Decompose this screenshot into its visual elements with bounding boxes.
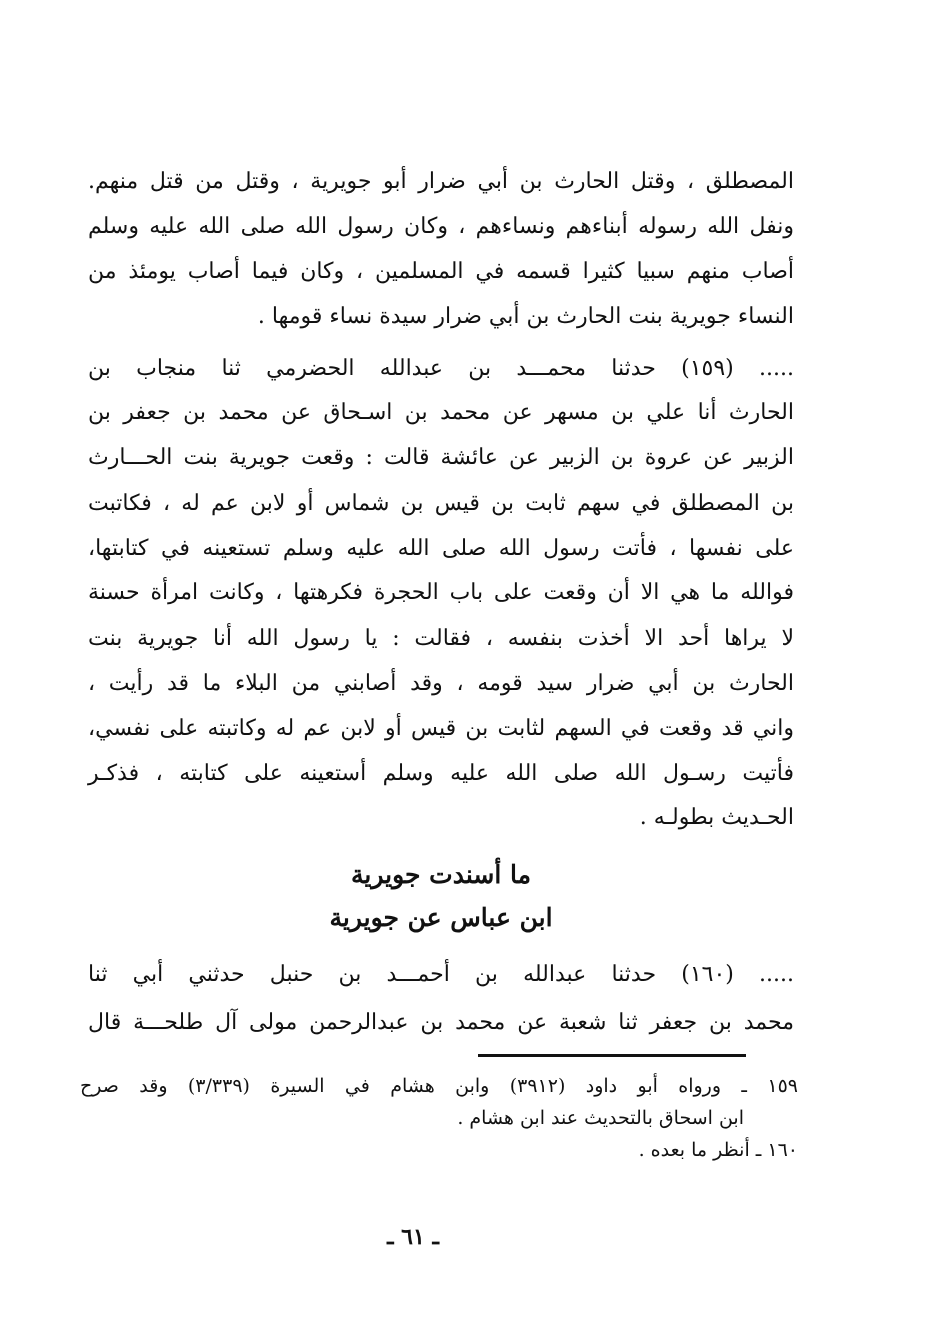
text-line: ونفل الله رسوله أبناءهم ونساءهم ، وكان رسول الله صلى الله عليه وسلم [88,214,794,239]
footnote-separator [478,1054,746,1057]
footnote-line: ١٥٩ ـ ورواه أبو داود (٣٩١٢) وابن هشام في السيرة (٣/٣٣٩) وقد صرح [80,1075,798,1097]
text-line: ..... (١٦٠) حدثنا عبدالله بن أحمـــد بن حنبل حدثني أبي ثنا [88,962,795,987]
text-line: الحـديث بطولـه . [639,805,794,830]
text-line: فوالله ما هي الا أن وقعت على باب الحجرة فكرهتها ، وكانت امرأة حسنة [88,580,794,605]
text-line: فأتيت رسـول الله صلى الله عليه وسلم أستعينه على كتابته ، فذكـر [88,761,794,786]
section-heading: ما أسندت جويرية [351,860,531,889]
footnote-line: ابن اسحاق بالتحديث عند ابن هشام . [457,1107,744,1129]
text-line: على نفسها ، فأتت رسول الله صلى الله عليه وسلم تستعينه في كتابتها، [88,536,794,561]
text-line: النساء جويرية بنت الحارث بن أبي ضرار سيدة نساء قومها . [257,304,794,329]
section-subheading: ابن عباس عن جويرية [329,903,553,932]
text-line: الحارث بن أبي ضرار سيد قومه ، وقد أصابني من البلاء ما قد رأيت ، [88,671,794,696]
text-line: أصاب منهم سبيا كثيرا قسمه في المسلمين ، وكان فيما أصاب يومئذ من [88,259,794,284]
footnote-line: ١٦٠ ـ أنظر ما بعده . [638,1139,798,1161]
text-line: بن المصطلق في سهم ثابت بن قيس بن شماس أو لابن عم له ، فكاتبت [88,491,794,516]
text-line: لا يراها أحد الا أخذت بنفسه ، فقالت : يا رسول الله أنا جويرية بنت [88,626,794,651]
text-line: المصطلق ، وقتل الحارث بن أبي ضرار أبو جويرية ، وقتل من قتل منهم. [88,169,794,194]
text-line: محمد بن جعفر ثنا شعبة عن محمد بن عبدالرحمن مولى آل طلحـــة قال [88,1010,794,1035]
text-line: الحارث أنا علي بن مسهر عن محمد بن اسـحاق عن محمد بن جعفر بن [88,400,794,425]
text-line: ..... (١٥٩) حدثنا محمـــد بن عبدالله الحضرمي ثنا منجاب بن [88,356,794,381]
text-line: واني قد وقعت في السهم لثابت بن قيس أو لابن عم له وكاتبته على نفسي، [88,716,794,741]
text-line: الزبير عن عروة بن الزبير عن عائشة قالت : وقعت جويرية بنت الحـــارث [88,445,794,470]
page-number: ـ ٦١ ـ [387,1224,439,1250]
